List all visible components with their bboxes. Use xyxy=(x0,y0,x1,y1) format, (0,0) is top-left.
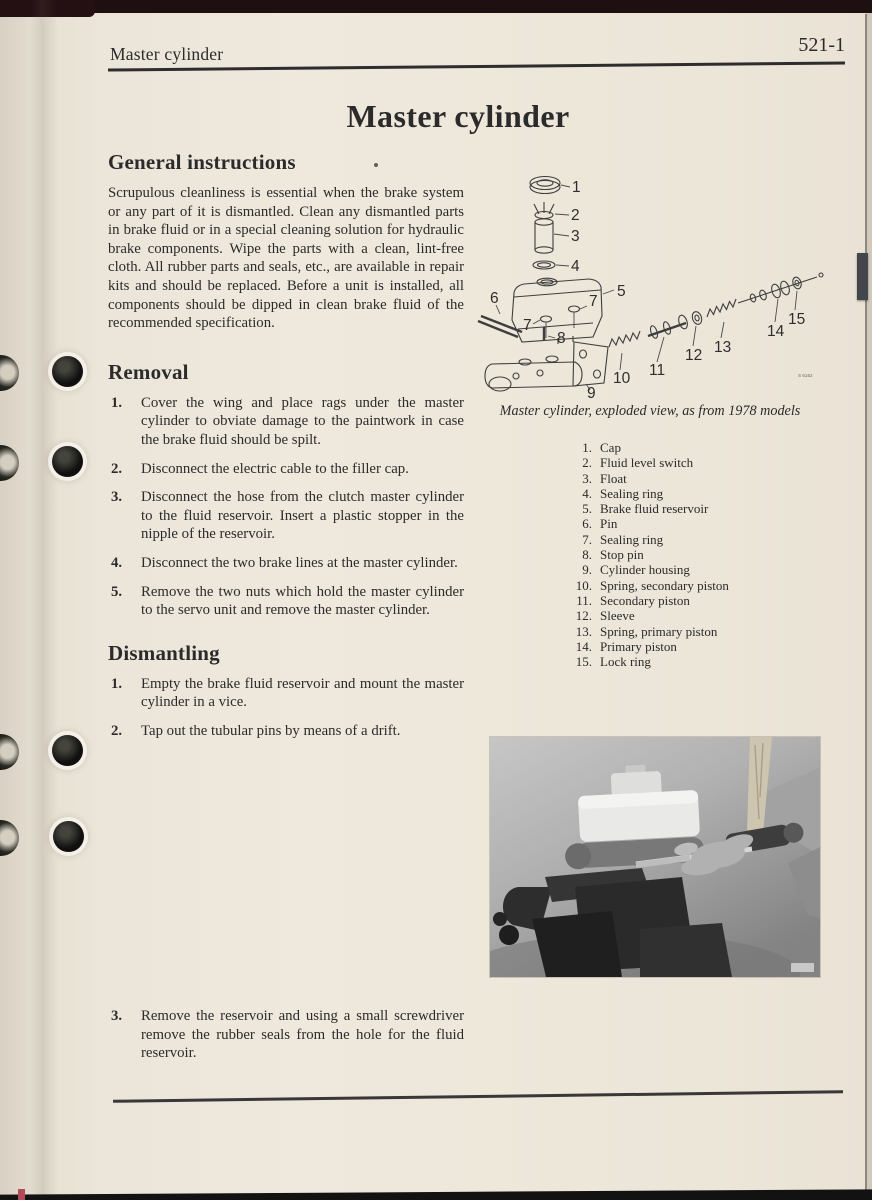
callout-1: 1 xyxy=(572,179,581,196)
binder-hole-edge xyxy=(0,734,19,770)
part-label: Sealing ring xyxy=(600,531,664,547)
binder-hole xyxy=(52,446,83,477)
parts-row xyxy=(568,639,729,654)
part-number: 4. xyxy=(582,485,592,501)
item-text: Tap out the tubular pins by means of a drift. xyxy=(141,722,401,739)
part-label: Cylinder housing xyxy=(600,562,690,578)
part-label: Lock ring xyxy=(600,654,651,670)
callout-7-left: 7 xyxy=(523,317,532,334)
binder-hole-edge xyxy=(0,445,19,481)
page-edge-line xyxy=(865,14,867,1191)
figure-caption: Master cylinder, exploded view, as from 1978 models xyxy=(499,403,801,419)
list-item xyxy=(108,554,464,573)
part-label: Sealing ring xyxy=(600,485,664,501)
part-label: Pin xyxy=(600,516,618,532)
removal-list xyxy=(108,394,464,620)
item-text: Disconnect the hose from the clutch master cylinder to the fluid reservoir. Insert a plastic stopper in the nipple of the reservoir. xyxy=(141,489,464,543)
callout-14: 14 xyxy=(767,323,785,340)
spring-primary-part xyxy=(707,299,736,338)
secondary-piston-part xyxy=(648,314,689,362)
section-heading-removal: Removal xyxy=(108,359,189,384)
part-label: Fluid level switch xyxy=(600,455,694,471)
part-number: 10. xyxy=(575,577,592,593)
list-item xyxy=(108,675,464,712)
parts-row xyxy=(568,624,729,639)
list-item xyxy=(108,394,464,450)
list-item xyxy=(108,722,464,741)
part-label: Spring, primary piston xyxy=(600,623,718,639)
parts-row xyxy=(568,532,729,547)
cap-part xyxy=(530,177,570,194)
callout-15: 15 xyxy=(788,311,806,328)
page-title: Master cylinder xyxy=(346,98,570,134)
callout-3: 3 xyxy=(571,228,580,245)
binder-hole xyxy=(52,735,83,766)
callout-5: 5 xyxy=(617,283,626,300)
book-edge-top xyxy=(0,0,872,13)
parts-row xyxy=(568,471,729,486)
part-number: 5. xyxy=(582,501,592,517)
parts-row xyxy=(568,578,729,593)
part-label: Secondary piston xyxy=(600,592,690,608)
figure-code: S 6162 xyxy=(798,373,813,378)
parts-row xyxy=(568,654,729,669)
item-number: 3. xyxy=(111,489,123,506)
item-number: 2. xyxy=(111,722,123,739)
list-item xyxy=(108,460,464,479)
part-number: 6. xyxy=(582,516,592,532)
list-item xyxy=(108,583,464,620)
parts-row xyxy=(568,455,729,470)
parts-row xyxy=(568,562,729,577)
binder-hole xyxy=(53,821,84,852)
photo-code-chip xyxy=(791,963,814,972)
part-number: 8. xyxy=(582,547,592,563)
item-number: 1. xyxy=(111,394,123,411)
list-item xyxy=(108,488,464,544)
dismantling-list xyxy=(108,675,464,741)
callout-10: 10 xyxy=(613,370,631,387)
parts-row xyxy=(568,516,729,531)
part-number: 7. xyxy=(582,531,592,547)
item-text: Disconnect the two brake lines at the master cylinder. xyxy=(141,554,458,571)
part-number: 15. xyxy=(575,654,592,670)
item-text: Disconnect the electric cable to the filler cap. xyxy=(141,460,409,477)
callout-6: 6 xyxy=(490,290,499,307)
part-number: 2. xyxy=(582,455,592,471)
item-number: 4. xyxy=(111,554,123,571)
item-text: Remove the two nuts which hold the master cylinder to the servo unit and remove the master cylinder. xyxy=(141,583,464,619)
callout-2: 2 xyxy=(571,207,580,224)
callout-8: 8 xyxy=(557,330,566,347)
part-number: 3. xyxy=(582,470,592,486)
part-number: 9. xyxy=(582,562,592,578)
exploded-view-diagram xyxy=(470,170,830,400)
item-number: 3. xyxy=(111,1008,123,1024)
callout-9: 9 xyxy=(587,385,596,400)
parts-row xyxy=(568,486,729,501)
photo-master-cylinder-in-vice xyxy=(490,737,820,977)
parts-row xyxy=(568,593,729,608)
part-label: Primary piston xyxy=(600,638,677,654)
parts-row xyxy=(568,608,729,623)
parts-row xyxy=(568,440,729,455)
pin-part xyxy=(478,305,522,337)
sleeve-part xyxy=(691,310,704,346)
item-number: 1. xyxy=(111,675,123,692)
item-number: 5. xyxy=(111,583,123,600)
callout-4: 4 xyxy=(571,258,580,275)
spring-secondary-part xyxy=(609,331,640,370)
sealing-ring-part xyxy=(533,261,569,269)
page-number: 521-1 xyxy=(798,34,845,56)
thumb-index-tab xyxy=(857,253,868,300)
callout-7-right: 7 xyxy=(589,293,598,310)
callout-12: 12 xyxy=(685,347,703,364)
callout-13: 13 xyxy=(714,339,732,356)
lock-ring-part xyxy=(791,273,823,310)
binder-hole-edge xyxy=(0,820,19,856)
parts-list xyxy=(568,440,729,669)
cylinder-housing-part xyxy=(485,342,608,391)
dismantling-step-3 xyxy=(108,1007,464,1073)
cover-sliver xyxy=(18,1189,25,1200)
part-label: Brake fluid reservoir xyxy=(600,501,709,517)
running-header-title: Master cylinder xyxy=(110,44,224,64)
part-number: 14. xyxy=(575,638,592,654)
general-body: Scrupulous cleanliness is essential when the brake system or any part of it is dismantled. Clean any dismantled parts in brake fluid or in a special cleaning solution for hydraulic brake components. Wipe the parts with a clean, lint-free cloth. All rubber parts and seals, etc., are available in repair kits and should be replaced. Before a unit is installed, all components should be dipped in clean brake fluid of the recommended specification. xyxy=(108,185,464,332)
fluid-level-switch-part xyxy=(534,202,569,219)
page-crease xyxy=(30,0,58,1200)
book-edge-bottom xyxy=(0,1189,872,1200)
part-number: 11. xyxy=(576,592,592,608)
parts-row xyxy=(568,547,729,562)
parts-row xyxy=(568,501,729,516)
part-label: Spring, secondary piston xyxy=(600,577,729,593)
part-number: 1. xyxy=(582,440,592,455)
section-heading-general: General instructions xyxy=(108,150,296,174)
item-text: Cover the wing and place rags under the master cylinder to obviate damage to the paintwork in case the brake fluid should be spilt. xyxy=(141,394,464,448)
callout-11: 11 xyxy=(649,362,666,379)
item-number: 2. xyxy=(111,460,123,477)
binder-hole xyxy=(52,356,83,387)
left-column xyxy=(108,150,464,750)
part-number: 12. xyxy=(575,608,592,624)
part-number: 13. xyxy=(575,623,592,639)
item-text: Empty the brake fluid reservoir and mount the master cylinder in a vice. xyxy=(141,675,464,711)
part-label: Float xyxy=(600,470,627,486)
float-part xyxy=(535,219,569,253)
footer-rule xyxy=(113,1090,843,1102)
part-label: Cap xyxy=(600,440,621,455)
item-text: Remove the reservoir and using a small screwdriver remove the rubber seals from the hole for the fluid reservoir. xyxy=(141,1008,464,1062)
section-heading-dismantling: Dismantling xyxy=(108,640,220,665)
part-label: Sleeve xyxy=(600,608,635,624)
binder-hole-edge xyxy=(0,355,19,391)
part-label: Stop pin xyxy=(600,547,644,563)
